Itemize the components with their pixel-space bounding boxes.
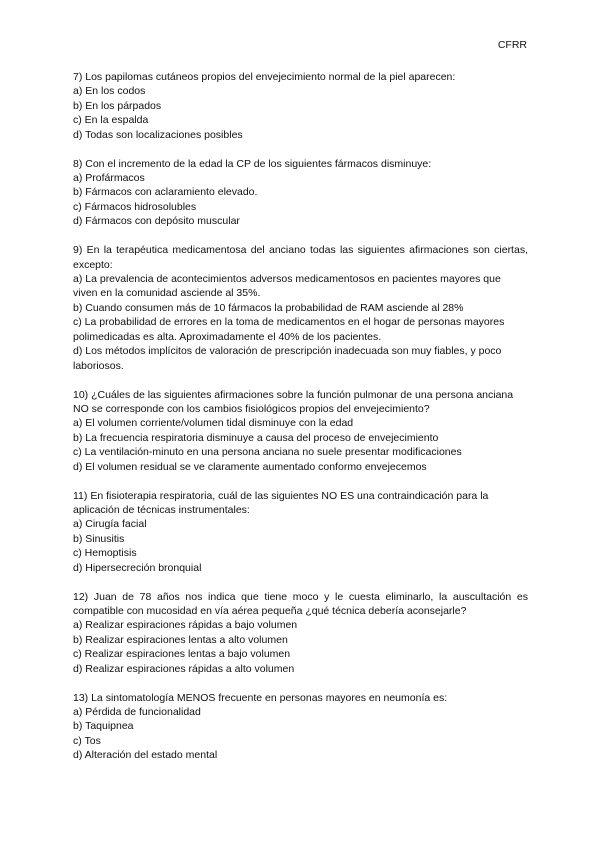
question-stem: 7) Los papilomas cutáneos propios del envejecimiento normal de la piel aparecen: <box>73 71 456 83</box>
option-c: c) En la espalda <box>73 114 149 127</box>
question-13 <box>73 691 528 763</box>
question-12 <box>73 590 528 676</box>
option-b: b) Cuando consumen más de 10 fármacos la probabilidad de RAM asciende al 28% <box>73 301 464 314</box>
question-stem: 9) En la terapéutica medicamentosa del anciano todas las siguientes afirmaciones son ciertas, excepto: <box>73 244 528 271</box>
option-d: d) Realizar espiraciones rápidas a alto volumen <box>73 662 295 675</box>
option-d: d) Los métodos implícitos de valoración de prescripción inadecuada son muy fiables, y poco laboriosos. <box>73 345 502 372</box>
option-b: b) Taquipnea <box>73 720 134 733</box>
option-b: b) Realizar espiraciones lentas a alto volumen <box>73 633 288 646</box>
question-10 <box>73 388 528 474</box>
option-d: d) El volumen residual se ve claramente aumentado conformo envejecemos <box>73 460 427 473</box>
option-d: d) Todas son localizaciones posibles <box>73 128 243 141</box>
option-d: d) Fármacos con depósito muscular <box>73 215 240 228</box>
option-b: b) En los párpados <box>73 99 162 112</box>
option-a: a) Pérdida de funcionalidad <box>73 706 201 718</box>
question-stem: 13) La sintomatología MENOS frecuente en personas mayores en neumonía es: <box>73 691 448 704</box>
question-list <box>73 70 528 777</box>
option-b: b) La frecuencia respiratoria disminuye a causa del proceso de envejecimiento <box>73 431 439 444</box>
question-8 <box>73 157 528 229</box>
option-a: a) Profármacos <box>73 172 145 185</box>
option-a: a) El volumen corriente/volumen tidal disminuye con la edad <box>73 417 354 430</box>
option-a: a) En los codos <box>73 85 146 98</box>
option-c: c) Tos <box>73 734 101 747</box>
option-a: a) Realizar espiraciones rápidas a bajo volumen <box>73 619 298 632</box>
question-stem: 11) En fisioterapia respiratoria, cuál de las siguientes NO ES una contraindicación para la aplicación de técnicas instrumentales: <box>73 489 489 516</box>
option-b: b) Fármacos con aclaramiento elevado. <box>73 186 258 199</box>
option-c: c) Fármacos hidrosolubles <box>73 200 197 213</box>
option-c: c) La probabilidad de errores en la toma de medicamentos en el hogar de personas mayores polimedicadas es alta. Aproximadamente el 40% de los pacientes. <box>73 316 505 343</box>
option-b: b) Sinusitis <box>73 532 125 545</box>
option-a: a) Cirugía facial <box>73 518 147 531</box>
option-c: c) La ventilación-minuto en una persona anciana no suele presentar modificaciones <box>73 446 462 459</box>
document-code: CFRR <box>497 39 527 51</box>
question-stem: 8) Con el incremento de la edad la CP de los siguientes fármacos disminuye: <box>73 157 432 170</box>
option-c: c) Realizar espiraciones lentas a bajo volumen <box>73 648 291 661</box>
question-stem: 12) Juan de 78 años nos indica que tiene moco y le cuesta eliminarlo, la auscultación es compatible con mucosidad en vía aérea pequeña ¿qué técnica debería aconsejarle? <box>73 590 528 617</box>
question-11 <box>73 489 528 575</box>
question-7 <box>73 70 528 142</box>
option-d: d) Hipersecreción bronquial <box>73 561 202 574</box>
option-c: c) Hemoptisis <box>73 547 137 560</box>
option-a: a) La prevalencia de acontecimientos adversos medicamentosos en pacientes mayores que viven en la comunidad asciende al 35%. <box>73 273 501 300</box>
question-9 <box>73 243 528 373</box>
question-stem: 10) ¿Cuáles de las siguientes afirmaciones sobre la función pulmonar de una persona anciana NO se corresponde con los cambios fisiológicos propios del envejecimiento? <box>73 388 514 415</box>
option-d: d) Alteración del estado mental <box>73 749 218 762</box>
